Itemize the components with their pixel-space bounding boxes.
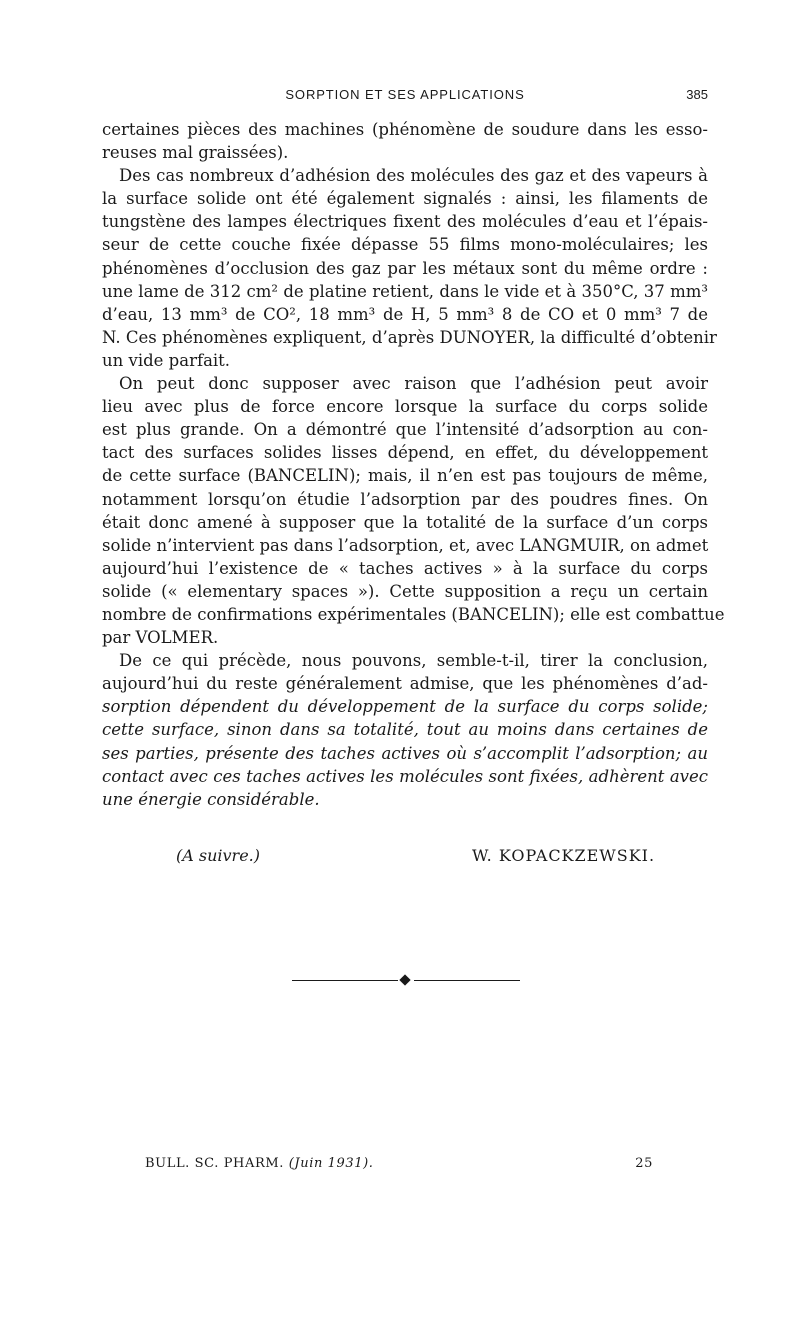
text-line: était donc amené à supposer que la totalité de la surface d’un corps: [102, 512, 708, 532]
section-divider: [292, 975, 520, 985]
text-line: nombre de confirmations expérimentales (BANCELIN); elle est combattue: [102, 604, 725, 624]
page-number: 385: [686, 87, 708, 102]
text-line: une lame de 312 cm² de platine retient, dans le vide et à 350°C, 37 mm³: [102, 281, 708, 301]
text-line: solide n’intervient pas dans l’adsorption, et, avec LANGMUIR, on admet: [102, 535, 709, 555]
running-title: SORPTION ET SES APPLICATIONS: [285, 87, 525, 102]
text-line: par VOLMER.: [102, 628, 219, 648]
text-line: d’eau, 13 mm³ de CO², 18 mm³ de H, 5 mm³ 8 de CO et 0 mm³ 7 de: [102, 304, 708, 324]
issue-date: (Juin 1931).: [288, 1156, 374, 1171]
text-line: tact des surfaces solides lisses dépend, en effet, du développement: [102, 443, 708, 463]
text-line: tungstène des lampes électriques fixent des molécules d’eau et l’épais-: [102, 212, 708, 232]
text-line: lieu avec plus de force encore lorsque la surface du corps solide: [102, 397, 708, 417]
text-line: Des cas nombreux d’adhésion des molécules des gaz et des vapeurs à: [119, 166, 708, 186]
text-line: N. Ces phénomènes expliquent, d’après DUNOYER, la difficulté d’obtenir: [102, 327, 717, 347]
text-line: On peut donc supposer avec raison que l’adhésion peut avoir: [119, 374, 708, 394]
text-line: la surface solide ont été également signalés : ainsi, les filaments de: [102, 189, 708, 209]
signature-mark: 25: [635, 1156, 653, 1171]
text-line: phénomènes d’occlusion des gaz par les métaux sont du même ordre :: [102, 258, 708, 278]
diamond-ornament-icon: [399, 974, 410, 985]
text-line: de cette surface (BANCELIN); mais, il n’en est pas toujours de même,: [102, 466, 708, 486]
page-footer: [145, 1156, 653, 1176]
journal-name: BULL. SC. PHARM.: [145, 1156, 284, 1171]
divider-rule-left: [292, 980, 398, 981]
text-line: contact avec ces taches actives les molécules sont fixées, adhèrent avec: [102, 766, 708, 786]
running-header: [102, 86, 708, 106]
text-line: solide (« elementary spaces »). Cette supposition a reçu un certain: [102, 581, 708, 601]
text-line: cette surface, sinon dans sa totalité, tout au moins dans certaines de: [102, 720, 708, 740]
text-line: une énergie considérable.: [102, 789, 320, 809]
text-line: reuses mal graissées).: [102, 143, 289, 163]
text-line: ses parties, présente des taches actives où s’accomplit l’adsorption; au: [102, 743, 708, 763]
author-signature: W. KOPACKZEWSKI.: [472, 846, 656, 865]
text-line: notamment lorsqu’on étudie l’adsorption par des poudres fines. On: [102, 489, 708, 509]
text-line: un vide parfait.: [102, 350, 231, 370]
divider-rule-right: [414, 980, 520, 981]
journal-reference: [145, 1156, 374, 1171]
to-be-continued: (A suivre.): [176, 846, 260, 865]
text-line: aujourd’hui l’existence de « taches actives » à la surface du corps: [102, 558, 708, 578]
text-line: est plus grande. On a démontré que l’intensité d’adsorption au con-: [102, 420, 708, 440]
text-line: De ce qui précède, nous pouvons, semble-t-il, tirer la conclusion,: [119, 651, 708, 671]
text-line: certaines pièces des machines (phénomène de soudure dans les esso-: [102, 120, 708, 139]
text-line: sorption dépendent du développement de la surface du corps solide;: [102, 697, 708, 717]
article-body: [102, 118, 725, 811]
text-line: aujourd’hui du reste généralement admise, que les phénomènes d’ad-: [102, 674, 708, 694]
text-line: seur de cette couche fixée dépasse 55 films mono-moléculaires; les: [102, 235, 708, 255]
signature-line: [0, 846, 800, 870]
